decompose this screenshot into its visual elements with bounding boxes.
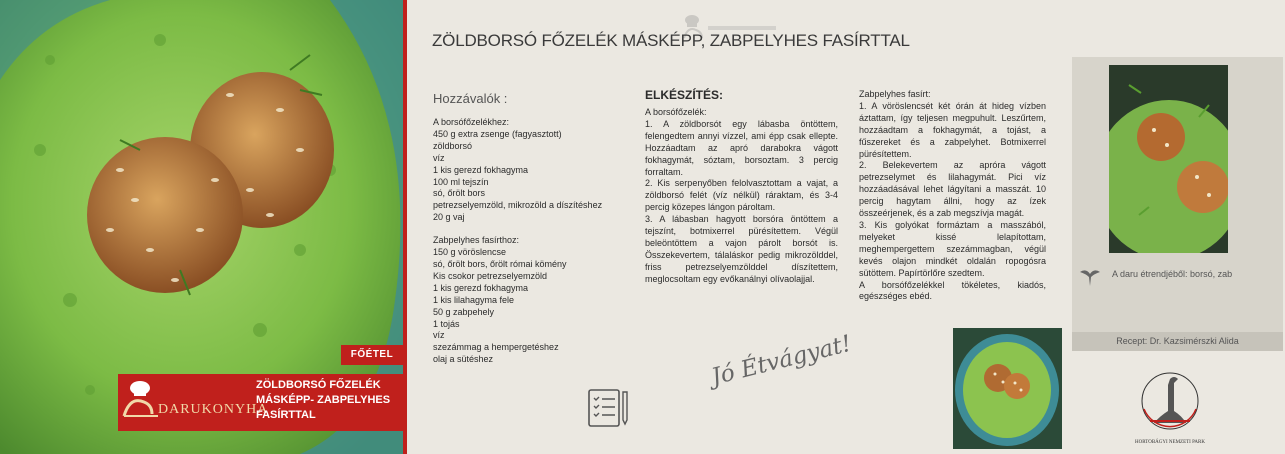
method-heading: ELKÉSZÍTÉS:: [645, 88, 724, 102]
national-park-logo: [1130, 361, 1210, 451]
ingredient-item: 20 g vaj: [433, 212, 465, 223]
dish-photo-side: [1109, 65, 1228, 253]
brand-name: DARUKONYHA: [158, 402, 269, 417]
closing-greeting: Jó Étvágyat!: [708, 330, 854, 391]
method-step: 3. A lábasban hagyott borsóra öntöttem a tejszínt, botmixerrel pürésítettem. Végül beleöntöttem a vajon párolt borsót is. Összekevertem, tálaláskor pedig mikrozölddel, friss petrezselyemzölddel díszítettem, meglocsoltam egy evőkanálnyi olívaolajjal.: [645, 214, 838, 284]
fasirt-heading: Zabpelyhes fasírt:: [859, 89, 931, 99]
method-subheading: A borsófőzelék:: [645, 107, 707, 117]
fasirt-method-text: [859, 89, 1046, 303]
method-step: 2. Kis serpenyőben felolvasztottam a vajat, a zöldborsó felét (víz nélkül) ráraktam, és 3-4 percig közepes lángon pároltam.: [645, 178, 838, 213]
ingredient-item: Kis csokor petrezselyemzöld: [433, 270, 548, 281]
ingredient-item: só, őrölt bors: [433, 188, 486, 199]
page-title: ZÖLDBORSÓ FŐZELÉK MÁSKÉPP, ZABPELYHES FASÍRTTAL: [432, 31, 910, 50]
recipe-list-icon: [586, 386, 630, 430]
sidebar-caption: A daru étrendjéből: borsó, zab: [1112, 269, 1233, 279]
brand-dish-title: ZÖLDBORSÓ FŐZELÉK MÁSKÉPP- ZABPELYHES FASÍRTTAL: [256, 379, 391, 421]
recipe-credit: Recept: Dr. Kazsimérszki Alida: [1072, 332, 1283, 351]
ingredient-item: 50 g zabpehely: [433, 306, 495, 317]
category-badge: FŐÉTEL: [341, 345, 403, 365]
fasirt-step: 3. Kis golyókat formáztam a masszából, melyeket kissé lelapítottam, meghempergettem szezámmagban, végül kevés olajon mindkét oldalán ropogósra sütöttem. Papírtörlőre szedtem.: [859, 219, 1046, 278]
ingredient-group-title: Zabpelyhes fasírthoz:: [433, 235, 520, 246]
ingredient-item: só, őrölt bors, őrölt római kömény: [433, 258, 567, 269]
ingredient-item: 150 g vöröslencse: [433, 247, 507, 258]
brand-bar: [118, 374, 403, 431]
ingredient-item: 1 tojás: [433, 318, 460, 329]
method-step: 1. A zöldborsót egy lábasba öntöttem, felengedtem annyi vízzel, ami épp csak ellepte. Hozzáadtam az apró darabokra vágott fokhagymát, sóztam, borsoztam. 3 percig forraltam.: [645, 118, 838, 177]
ingredients-heading: Hozzávalók :: [433, 91, 508, 106]
ingredient-item: 1 kis lilahagyma fele: [433, 294, 515, 305]
ingredient-group-title: A borsófőzelékhez:: [433, 117, 510, 127]
fasirt-step: 1. A vöröslencsét két órán át hideg vízben áztattam, így teljesen megpuhult. Leszűrtem, hozzáadtam a fokhagymát, a tojást, a fűszereket és a zabpelyhet. Botmixerrel pürésítettem.: [859, 100, 1046, 159]
ingredient-item: olaj a sütéshez: [433, 354, 494, 365]
fasirt-closing: A borsófőzelékkel tökéletes, kiadós, egészséges ebéd.: [859, 279, 1046, 302]
ingredient-item: szezámmag a hempergetéshez: [433, 342, 559, 353]
crane-bird-icon: [1078, 266, 1102, 288]
ingredients-list: [433, 117, 603, 366]
ingredient-item: 1 kis gerezd fokhagyma: [433, 282, 529, 293]
ingredient-item: 100 ml tejszín: [433, 176, 489, 187]
method-text: [645, 107, 838, 286]
ingredient-item: 450 g extra zsenge (fagyasztott) zöldborsó: [433, 128, 562, 151]
ingredient-item: víz: [433, 152, 445, 163]
dish-photo-small: [953, 328, 1062, 449]
ingredient-item: petrezselyemzöld, mikrozöld a díszítéshez: [433, 200, 603, 211]
ingredient-item: víz: [433, 330, 445, 341]
ingredient-item: 1 kis gerezd fokhagyma: [433, 164, 529, 175]
park-logo-text: HORTOBÁGYI NEMZETI PARK: [1135, 440, 1205, 445]
divider-line: [403, 0, 407, 454]
fasirt-step: 2. Belekevertem az apróra vágott petrezselymet és lilahagymát. Pici víz hozzáadásával lehet lágyítani a masszát. 10 percig hagytam állni, hogy az ízek összeérjenek, és a zab megszívja magát.: [859, 160, 1046, 219]
